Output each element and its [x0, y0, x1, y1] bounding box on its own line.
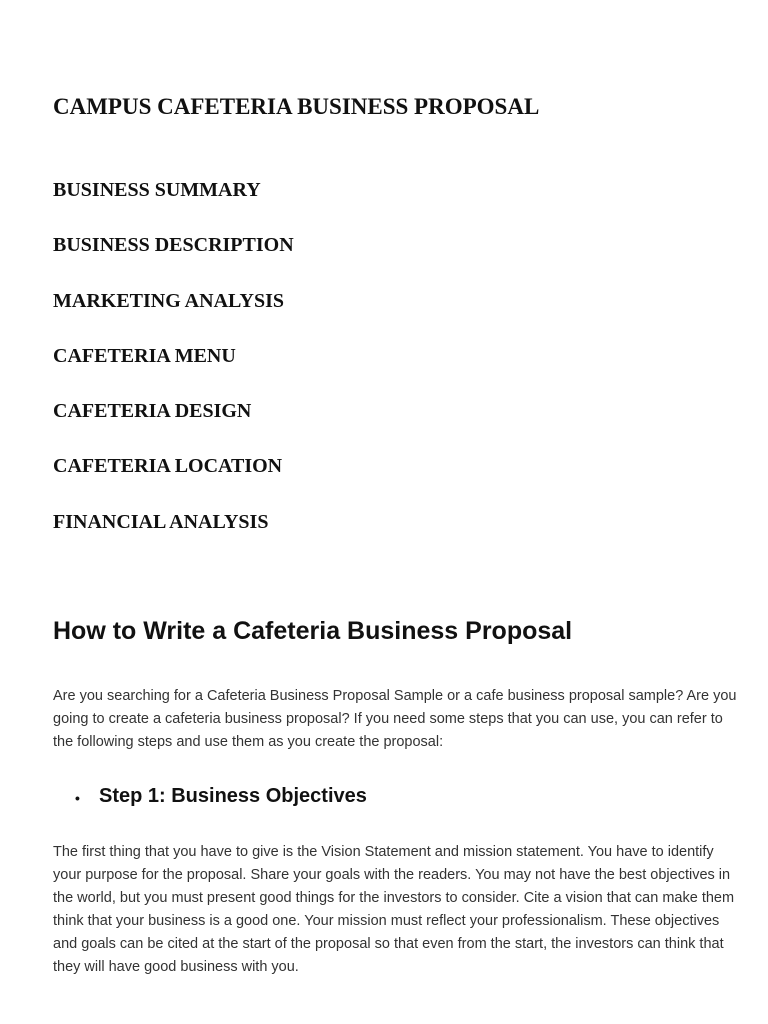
toc-item-financial-analysis: FINANCIAL ANALYSIS — [53, 510, 269, 533]
steps-list — [53, 783, 367, 809]
intro-paragraph: Are you searching for a Cafeteria Business Proposal Sample or a cafe business proposal sample? Are you going to create a cafeteria business proposal? If you need some steps that you can use, you can refer to the following steps and use them as you create the proposal: — [53, 688, 737, 750]
document-title: CAMPUS CAFETERIA BUSINESS PROPOSAL — [53, 94, 540, 119]
bullet-icon: • — [75, 790, 80, 806]
table-of-contents — [53, 177, 294, 564]
toc-item-cafeteria-menu: CAFETERIA MENU — [53, 344, 236, 367]
toc-item-cafeteria-location: CAFETERIA LOCATION — [53, 455, 283, 478]
section-heading: How to Write a Cafeteria Business Proposal — [53, 617, 573, 645]
step1-paragraph: The first thing that you have to give is the Vision Statement and mission statement. You have to identify your purpose for the proposal. Share your goals with the readers. You may not have the best objectives in the world, but you must present good things for the investors to consider. Cite a vision that can make them think that your business is a good one. Your mission must reflect your professionalism. These objectives and goals can be cited at the start of the proposal so that even from the start, the investors can think that they will have good business with you. — [53, 844, 735, 975]
toc-item-business-description: BUSINESS DESCRIPTION — [53, 234, 294, 257]
toc-item-cafeteria-design: CAFETERIA DESIGN — [53, 400, 252, 423]
step-title: Step 1: Business Objectives — [99, 785, 367, 807]
step-item — [53, 783, 367, 809]
toc-item-marketing-analysis: MARKETING ANALYSIS — [53, 289, 284, 312]
toc-item-business-summary: BUSINESS SUMMARY — [53, 179, 261, 201]
